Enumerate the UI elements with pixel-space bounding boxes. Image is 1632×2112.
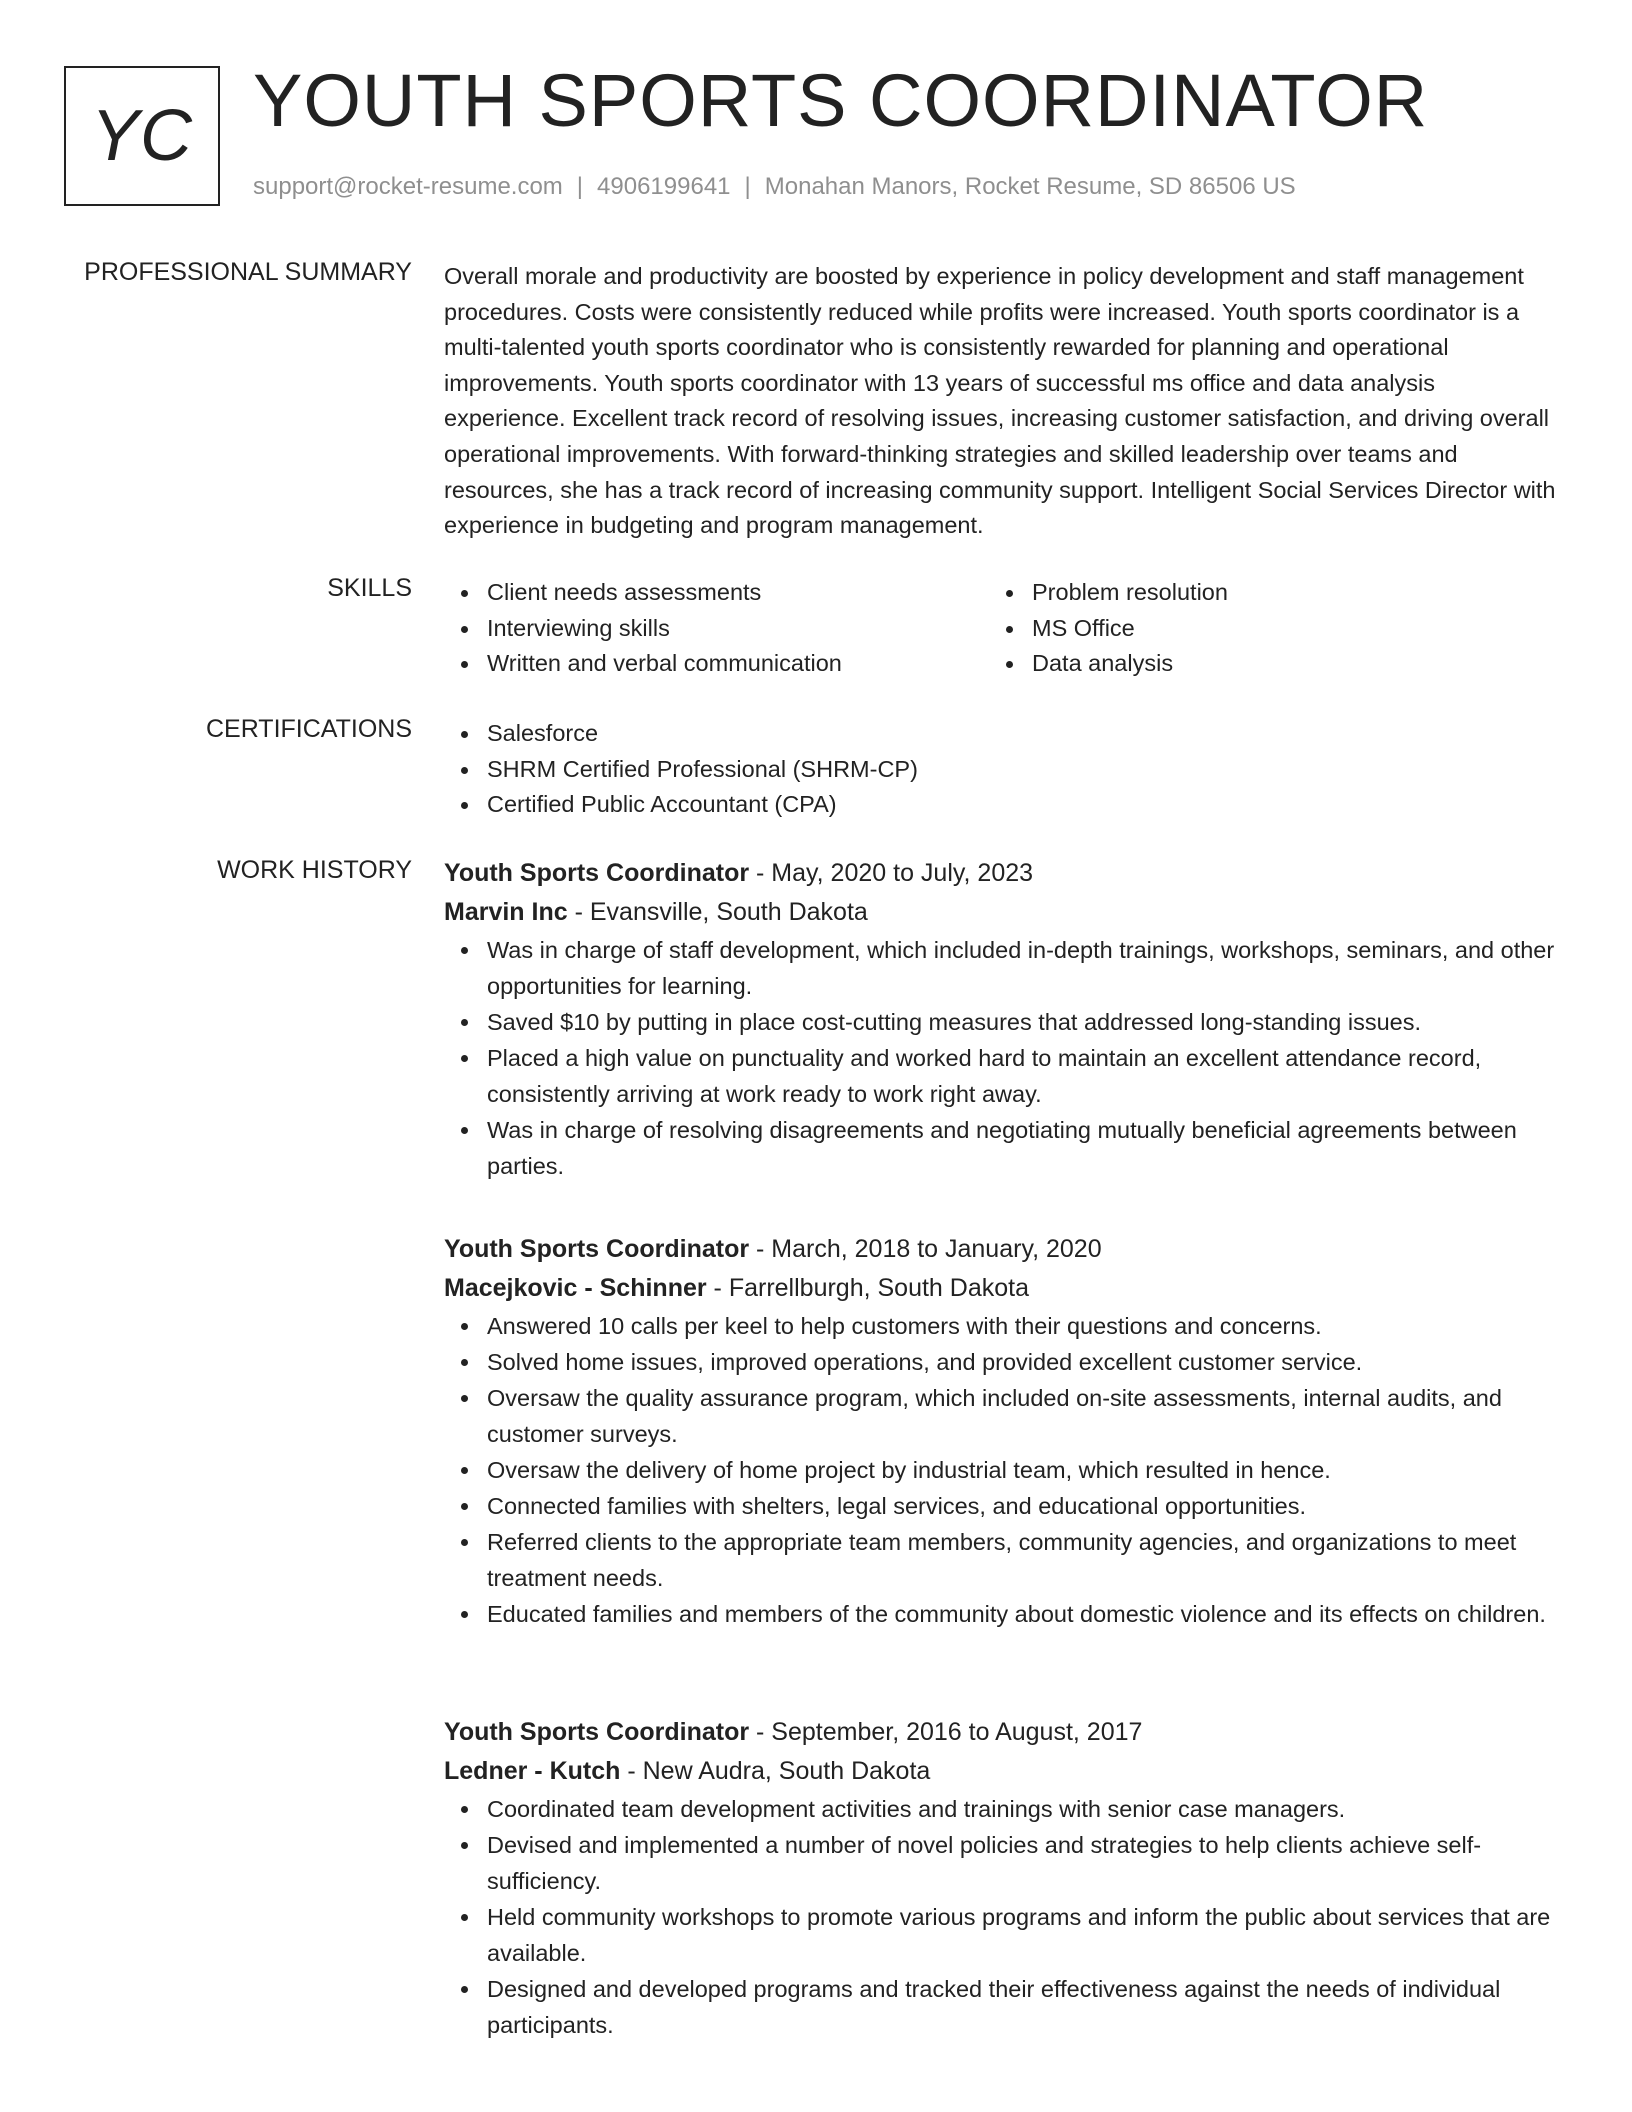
company-name: Ledner - Kutch (444, 1757, 621, 1785)
job-bullet: Was in charge of resolving disagreements and negotiating mutually beneficial agreements between parties. (444, 1112, 1559, 1184)
job-bullets (444, 1308, 1559, 1632)
job-location: - Evansville, South Dakota (567, 898, 868, 926)
phone-number: 4906199641 (597, 173, 731, 200)
skill-item: Interviewing skills (444, 611, 989, 647)
summary-heading: PROFESSIONAL SUMMARY (84, 258, 412, 286)
job-entry (444, 1713, 1559, 2043)
skill-item: MS Office (989, 611, 1534, 647)
skills-list (444, 575, 1559, 682)
job-bullet: Solved home issues, improved operations, and provided excellent customer service. (444, 1344, 1559, 1380)
summary-text: Overall morale and productivity are boosted by experience in policy development and staff management procedures. Costs were consistently reduced while profits were increased. Youth sports coordinator is a multi-talented youth sports coordinator who is consistently rewarded for planning and operational improvements. Youth sports coordinator with 13 years of successful ms office and data analysis experience. Excellent track record of resolving issues, increasing customer satisfaction, and driving overall operational improvements. With forward-thinking strategies and skilled leadership over teams and resources, she has a track record of increasing community support. Intelligent Social Services Director with experience in budgeting and program management. (444, 263, 1556, 539)
job-bullet: Held community workshops to promote various programs and inform the public about services that are available. (444, 1899, 1559, 1971)
job-company-line (444, 893, 1559, 932)
job-bullet: Designed and developed programs and tracked their effectiveness against the needs of individual participants. (444, 1971, 1559, 2043)
job-entry (444, 1230, 1559, 1632)
job-bullet: Placed a high value on punctuality and worked hard to maintain an excellent attendance record, consistently arriving at work ready to work right away. (444, 1040, 1559, 1112)
job-title-line (444, 854, 1559, 893)
job-bullets (444, 932, 1559, 1184)
skill-item: Written and verbal communication (444, 646, 989, 682)
skills-column-right (989, 575, 1534, 682)
job-bullet: Coordinated team development activities and trainings with senior case managers. (444, 1791, 1559, 1827)
job-location: - Farrellburgh, South Dakota (706, 1274, 1029, 1302)
job-location: - New Audra, South Dakota (620, 1757, 931, 1785)
job-title: Youth Sports Coordinator (444, 1718, 750, 1746)
job-bullet: Oversaw the delivery of home project by industrial team, which resulted in hence. (444, 1452, 1559, 1488)
job-bullet: Answered 10 calls per keel to help customers with their questions and concerns. (444, 1308, 1559, 1344)
job-title: Youth Sports Coordinator (444, 859, 750, 887)
job-bullet: Educated families and members of the community about domestic violence and its effects on children. (444, 1596, 1559, 1632)
contact-line (253, 173, 1296, 201)
job-title: Youth Sports Coordinator (444, 1235, 750, 1263)
job-dates: - March, 2018 to January, 2020 (749, 1235, 1102, 1263)
page-title: YOUTH SPORTS COORDINATOR (253, 59, 1429, 142)
certifications-heading: CERTIFICATIONS (205, 715, 412, 743)
address: Monahan Manors, Rocket Resume, SD 86506 US (764, 173, 1296, 200)
initials-monogram: YC (64, 66, 220, 206)
certifications-list (444, 716, 1559, 823)
skills-column-left (444, 575, 989, 682)
job-company-line (444, 1269, 1559, 1308)
job-entry (444, 854, 1559, 1184)
job-title-line (444, 1230, 1559, 1269)
certification-item: Certified Public Accountant (CPA) (444, 787, 1559, 823)
job-bullet: Connected families with shelters, legal services, and educational opportunities. (444, 1488, 1559, 1524)
company-name: Marvin Inc (444, 898, 568, 926)
certification-item: Salesforce (444, 716, 1559, 752)
contact-separator: | (576, 173, 584, 200)
job-company-line (444, 1752, 1559, 1791)
certification-item: SHRM Certified Professional (SHRM-CP) (444, 752, 1559, 788)
skill-item: Problem resolution (989, 575, 1534, 611)
skill-item: Data analysis (989, 646, 1534, 682)
company-name: Macejkovic - Schinner (444, 1274, 707, 1302)
job-bullet: Devised and implemented a number of novel policies and strategies to help clients achieve self-sufficiency. (444, 1827, 1559, 1899)
job-title-line (444, 1713, 1559, 1752)
skill-item: Client needs assessments (444, 575, 989, 611)
job-bullet: Referred clients to the appropriate team members, community agencies, and organizations to meet treatment needs. (444, 1524, 1559, 1596)
job-bullet: Oversaw the quality assurance program, which included on-site assessments, internal audits, and customer surveys. (444, 1380, 1559, 1452)
contact-separator: | (744, 173, 751, 200)
job-dates: - May, 2020 to July, 2023 (749, 859, 1034, 887)
job-bullets (444, 1791, 1559, 2043)
job-dates: - September, 2016 to August, 2017 (749, 1718, 1143, 1746)
email-link[interactable]: support@rocket-resume.com (253, 173, 563, 200)
job-bullet: Saved $10 by putting in place cost-cutting measures that addressed long-standing issues. (444, 1004, 1559, 1040)
job-bullet: Was in charge of staff development, which included in-depth trainings, workshops, seminars, and other opportunities for learning. (444, 932, 1559, 1004)
work-history-heading: WORK HISTORY (217, 856, 412, 884)
skills-heading: SKILLS (327, 574, 412, 602)
